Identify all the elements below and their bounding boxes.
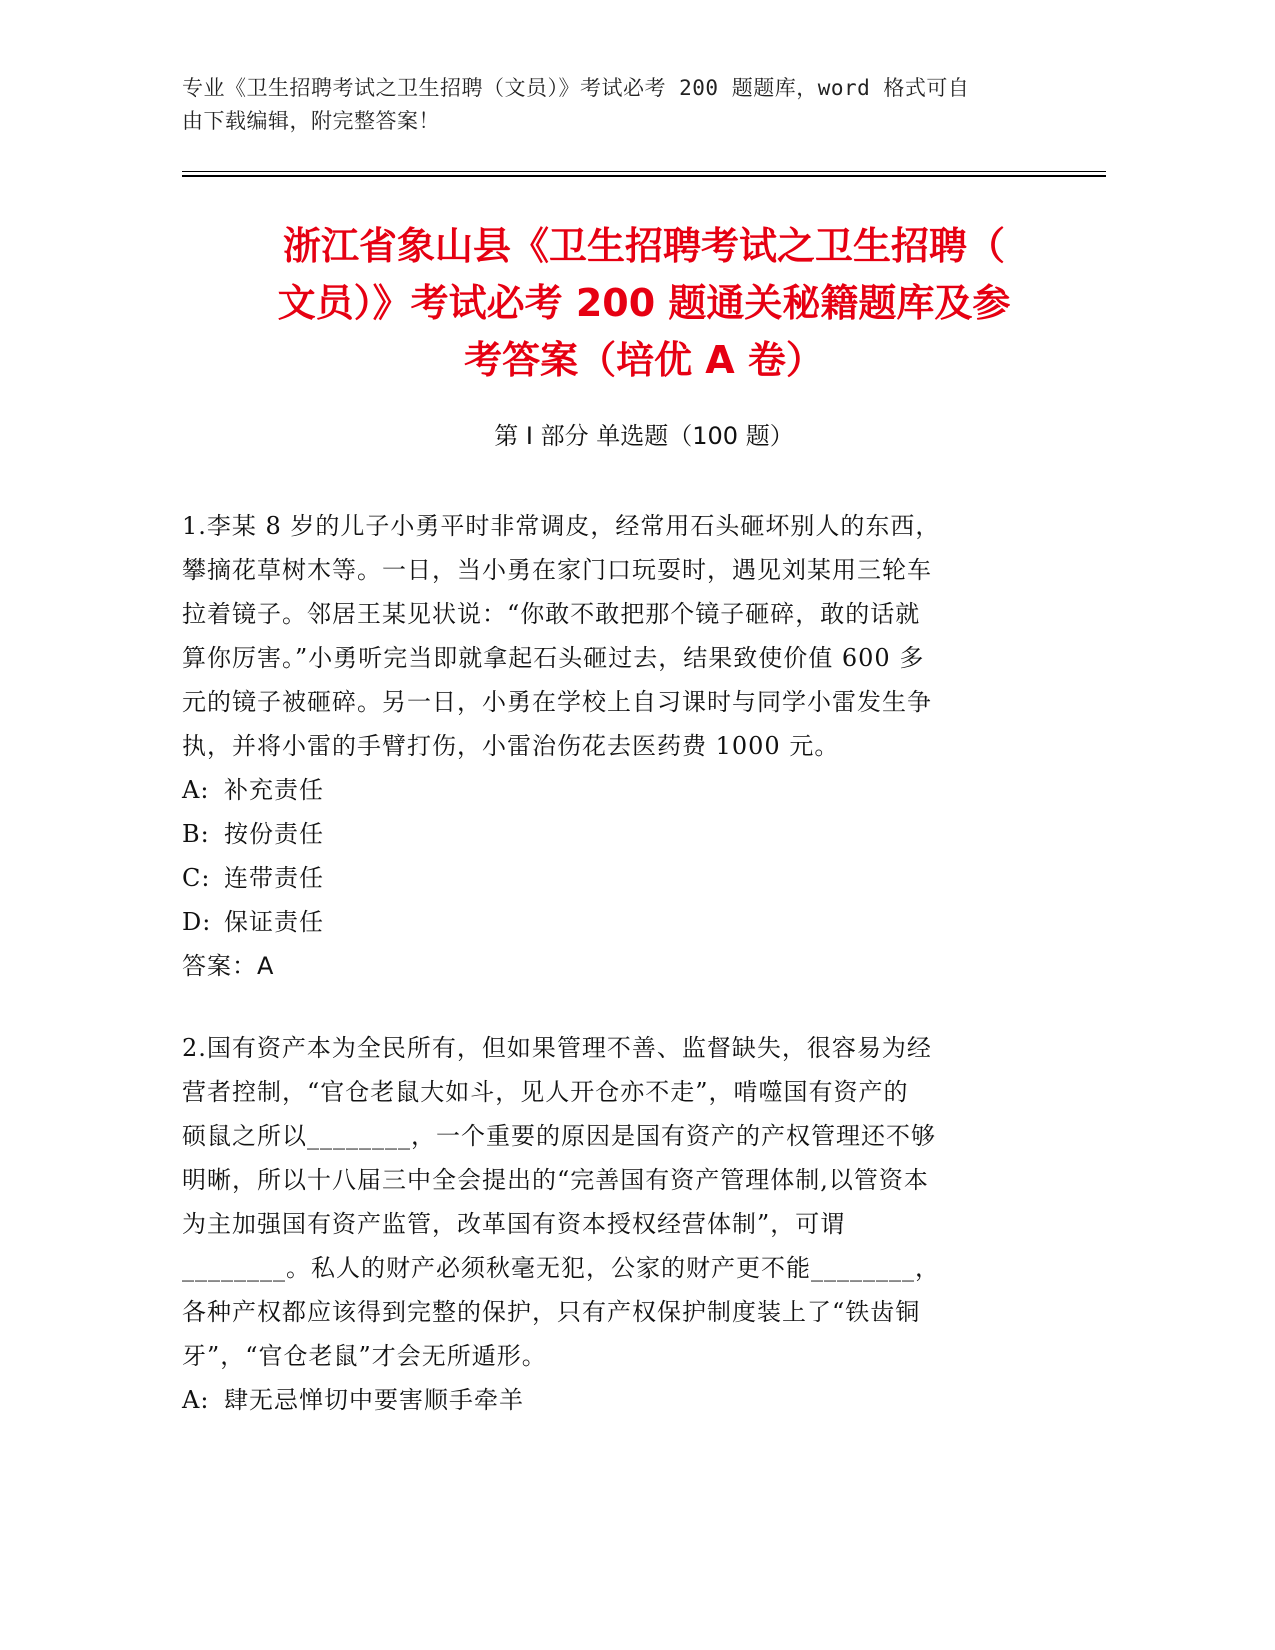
document-title [182,218,1106,389]
option-d [182,900,1042,944]
option-c [182,856,1042,900]
header-note [182,72,1042,138]
question-stem [182,504,1042,768]
option-text: 肆无忌惮切中要害顺手牵羊 [224,1386,524,1414]
option-a [182,1378,1042,1422]
option-text: 连带责任 [224,864,324,892]
stem-line: 算你厉害。”小勇听完当即就拿起石头砸过去，结果致使价值 600 多 [182,644,925,672]
header-divider-thick [182,175,1106,177]
option-key: B: [182,820,210,848]
stem-line: 元的镜子被砸碎。另一日，小勇在学校上自习课时与同学小雷发生争 [182,688,932,716]
stem-line: 1.李某 8 岁的儿子小勇平时非常调皮，经常用石头砸坏别人的东西， [182,512,941,540]
header-note-line: 由下载编辑，附完整答案！ [182,109,440,133]
option-key: A: [182,1386,210,1414]
option-key: C: [182,864,211,892]
title-line: 浙江省象山县《卫生招聘考试之卫生招聘（ [282,224,1005,268]
question-2 [182,1026,1042,1422]
option-a [182,768,1042,812]
section-title: 第 I 部分 单选题（100 题） [494,422,794,450]
stem-line: 牙”，“官仓老鼠”才会无所遁形。 [182,1342,547,1370]
question-stem [182,1026,1042,1378]
stem-line: ________。私人的财产必须秋毫无犯，公家的财产更不能________， [182,1254,940,1282]
header-note-line: 专业《卫生招聘考试之卫生招聘（文员）》考试必考 200 题题库，word 格式可自 [182,76,970,100]
stem-line: 为主加强国有资产监管，改革国有资本授权经营体制”，可谓 [182,1210,846,1238]
stem-line: 硕鼠之所以________，一个重要的原因是国有资产的产权管理还不够 [182,1122,936,1150]
header-divider-thin [182,171,1106,172]
stem-line: 2.国有资产本为全民所有，但如果管理不善、监督缺失，很容易为经 [182,1034,932,1062]
option-text: 按份责任 [224,820,324,848]
option-text: 补充责任 [224,776,324,804]
option-key: D: [182,908,212,936]
option-b [182,812,1042,856]
stem-line: 营者控制，“官仓老鼠大如斗，见人开仓亦不走”，啃噬国有资产的 [182,1078,909,1106]
stem-line: 明晰，所以十八届三中全会提出的“完善国有资产管理体制,以管资本 [182,1166,929,1194]
option-key: A: [182,776,210,804]
option-text: 保证责任 [224,908,324,936]
stem-line: 各种产权都应该得到完整的保护，只有产权保护制度装上了“铁齿铜 [182,1298,921,1326]
stem-line: 攀摘花草树木等。一日，当小勇在家门口玩耍时，遇见刘某用三轮车 [182,556,932,584]
title-line: 文员）》考试必考 200 题通关秘籍题库及参 [277,281,1011,325]
answer-line: 答案：A [182,952,275,980]
stem-line: 拉着镜子。邻居王某见状说：“你敢不敢把那个镜子砸碎，敢的话就 [182,600,921,628]
question-1 [182,504,1042,988]
title-line: 考答案（培优 A 卷） [464,338,824,382]
stem-line: 执，并将小雷的手臂打伤，小雷治伤花去医药费 1000 元。 [182,732,840,760]
